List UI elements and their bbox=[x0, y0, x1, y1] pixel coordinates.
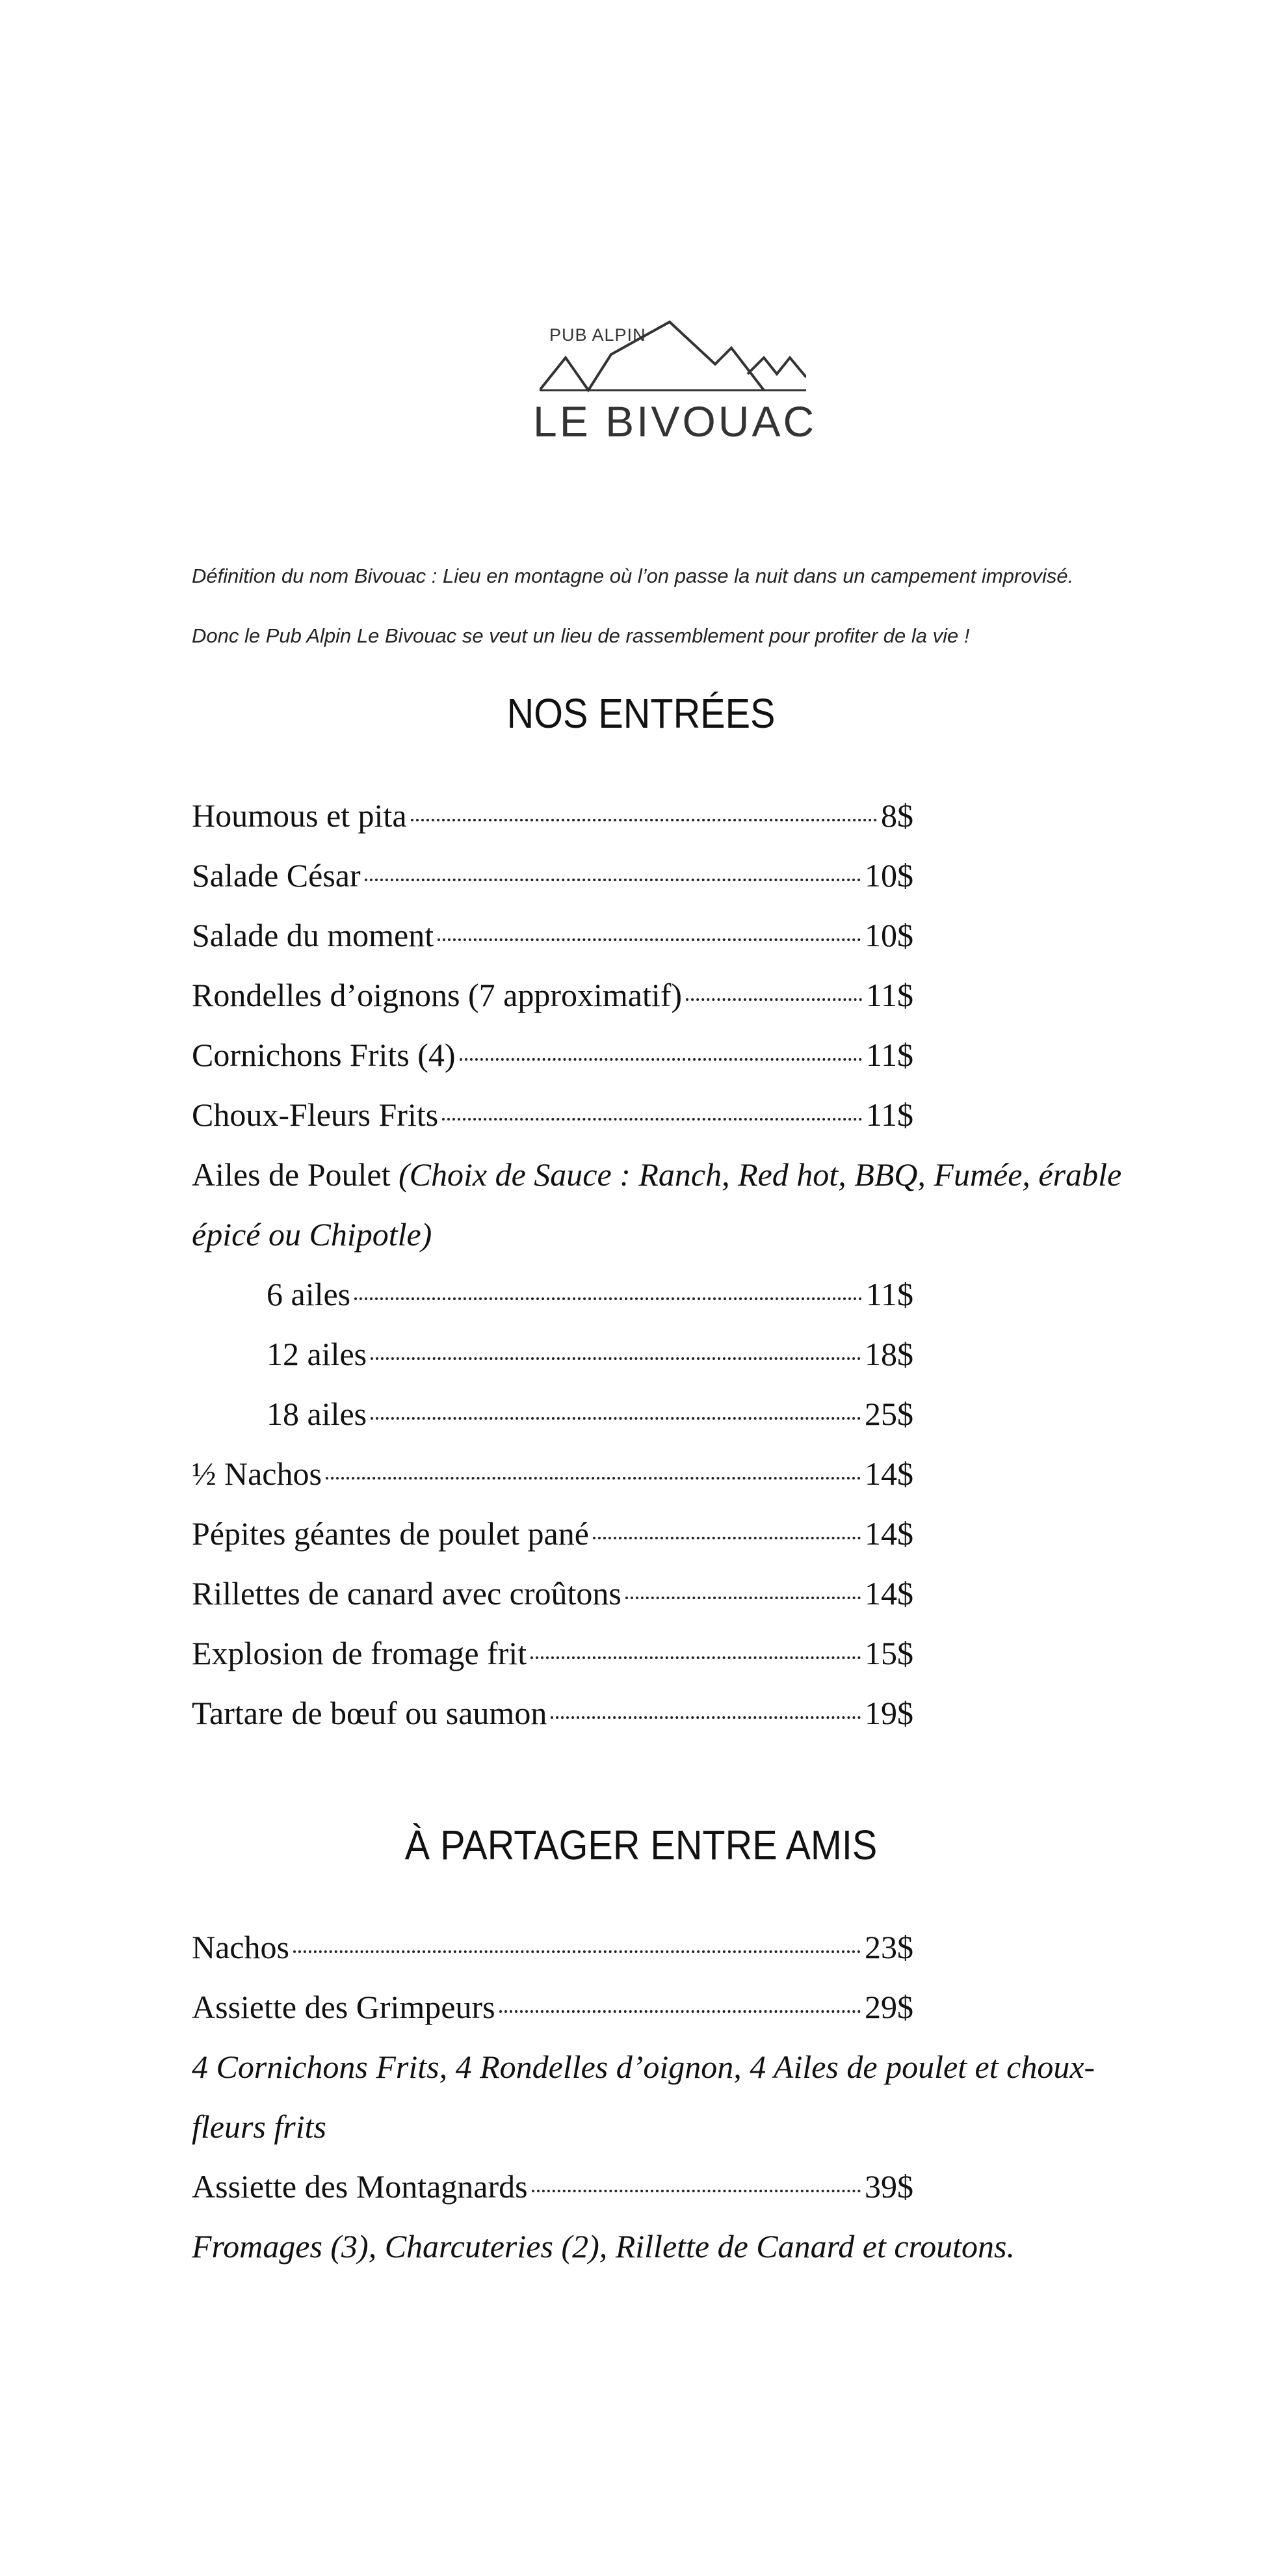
menu-item bbox=[192, 1634, 913, 1680]
grimpeurs-description-cont: fleurs frits bbox=[192, 2108, 326, 2145]
wings-option bbox=[267, 1395, 913, 1441]
item-price: 18$ bbox=[865, 1336, 913, 1372]
item-price: 11$ bbox=[865, 1037, 913, 1073]
item-name: Pépites géantes de poulet pané bbox=[192, 1515, 589, 1552]
dot-leader bbox=[551, 1716, 861, 1719]
menu-item bbox=[192, 856, 913, 902]
dot-leader bbox=[532, 2190, 861, 2192]
dot-leader bbox=[438, 938, 861, 941]
dot-leader bbox=[326, 1477, 861, 1480]
intro-definition: Définition du nom Bivouac : Lieu en montagne où l’on passe la nuit dans un campement improvisé. bbox=[192, 564, 1074, 587]
dot-leader bbox=[625, 1597, 861, 1599]
item-price: 15$ bbox=[865, 1635, 913, 1671]
menu-item bbox=[192, 916, 913, 962]
item-price: 10$ bbox=[865, 857, 913, 894]
item-name: Rondelles d’oignons (7 approximatif) bbox=[192, 977, 683, 1013]
item-name: Assiette des Grimpeurs bbox=[192, 1989, 495, 2025]
menu-item bbox=[192, 1455, 913, 1500]
grimpeurs-description: 4 Cornichons Frits, 4 Rondelles d’oignon, 4 Ailes de poulet et choux- bbox=[192, 2049, 1095, 2085]
item-name: 6 ailes bbox=[267, 1276, 351, 1312]
dot-leader bbox=[499, 2010, 861, 2013]
item-price: 10$ bbox=[865, 917, 913, 953]
pub-logo bbox=[533, 319, 817, 449]
menu-item bbox=[192, 1096, 913, 1141]
item-price: 8$ bbox=[881, 797, 913, 834]
dot-leader bbox=[411, 819, 877, 821]
menu-item bbox=[192, 976, 913, 1022]
item-price: 23$ bbox=[865, 1929, 913, 1965]
dot-leader bbox=[371, 1417, 861, 1420]
section-title-entrees: NOS ENTRÉES bbox=[506, 690, 776, 737]
wings-sauce-note-cont: épicé ou Chipotle) bbox=[192, 1216, 432, 1253]
item-name: Houmous et pita bbox=[192, 797, 407, 834]
dot-leader bbox=[593, 1537, 861, 1539]
logo-title: LE BIVOUAC bbox=[533, 397, 817, 445]
item-name: 12 ailes bbox=[267, 1336, 367, 1372]
menu-item bbox=[192, 1574, 913, 1620]
menu-item bbox=[192, 797, 913, 842]
item-name: Choux-Fleurs Frits bbox=[192, 1096, 439, 1133]
wings-heading bbox=[192, 1156, 1121, 1193]
dot-leader bbox=[293, 1950, 861, 1953]
item-name: Salade du moment bbox=[192, 917, 434, 953]
item-price: 11$ bbox=[865, 1276, 913, 1312]
wings-sauce-note: (Choix de Sauce : Ranch, Red hot, BBQ, Fumée, érable bbox=[399, 1156, 1122, 1193]
item-price: 14$ bbox=[865, 1455, 913, 1492]
wings-option bbox=[267, 1335, 913, 1381]
item-name: ½ Nachos bbox=[192, 1455, 322, 1492]
dot-leader bbox=[442, 1118, 862, 1121]
dot-leader bbox=[530, 1656, 861, 1659]
item-name: Assiette des Montagnards bbox=[192, 2168, 528, 2205]
dot-leader bbox=[354, 1297, 862, 1300]
item-name: Explosion de fromage frit bbox=[192, 1635, 527, 1671]
item-price: 14$ bbox=[865, 1575, 913, 1612]
item-name: Salade César bbox=[192, 857, 361, 894]
menu-item bbox=[192, 1928, 913, 1974]
wings-name: Ailes de Poulet bbox=[192, 1156, 399, 1193]
item-name: Nachos bbox=[192, 1929, 289, 1965]
menu-item bbox=[192, 1694, 913, 1740]
section-title-partager: À PARTAGER ENTRE AMIS bbox=[404, 1822, 878, 1868]
wings-option bbox=[267, 1275, 913, 1321]
menu-item bbox=[192, 1515, 913, 1560]
menu-item bbox=[192, 1988, 913, 2034]
montagnards-description: Fromages (3), Charcuteries (2), Rillette de Canard et croutons. bbox=[192, 2228, 1015, 2264]
item-price: 25$ bbox=[865, 1396, 913, 1432]
intro-purpose: Donc le Pub Alpin Le Bivouac se veut un lieu de rassemblement pour profiter de la vie ! bbox=[192, 624, 970, 647]
item-name: Rillettes de canard avec croûtons bbox=[192, 1575, 621, 1612]
item-name: 18 ailes bbox=[267, 1396, 367, 1432]
item-price: 39$ bbox=[865, 2168, 913, 2205]
dot-leader bbox=[365, 879, 861, 881]
item-price: 11$ bbox=[865, 977, 913, 1013]
dot-leader bbox=[686, 998, 862, 1001]
mountains-icon bbox=[540, 319, 806, 397]
item-price: 19$ bbox=[865, 1695, 913, 1731]
item-price: 14$ bbox=[865, 1515, 913, 1552]
logo-subtitle: PUB ALPIN bbox=[549, 325, 646, 345]
menu-item bbox=[192, 2168, 913, 2213]
item-name: Cornichons Frits (4) bbox=[192, 1037, 456, 1073]
item-price: 11$ bbox=[865, 1096, 913, 1133]
dot-leader bbox=[371, 1357, 861, 1360]
item-price: 29$ bbox=[865, 1989, 913, 2025]
dot-leader bbox=[460, 1058, 862, 1061]
item-name: Tartare de bœuf ou saumon bbox=[192, 1695, 547, 1731]
menu-item bbox=[192, 1036, 913, 1082]
